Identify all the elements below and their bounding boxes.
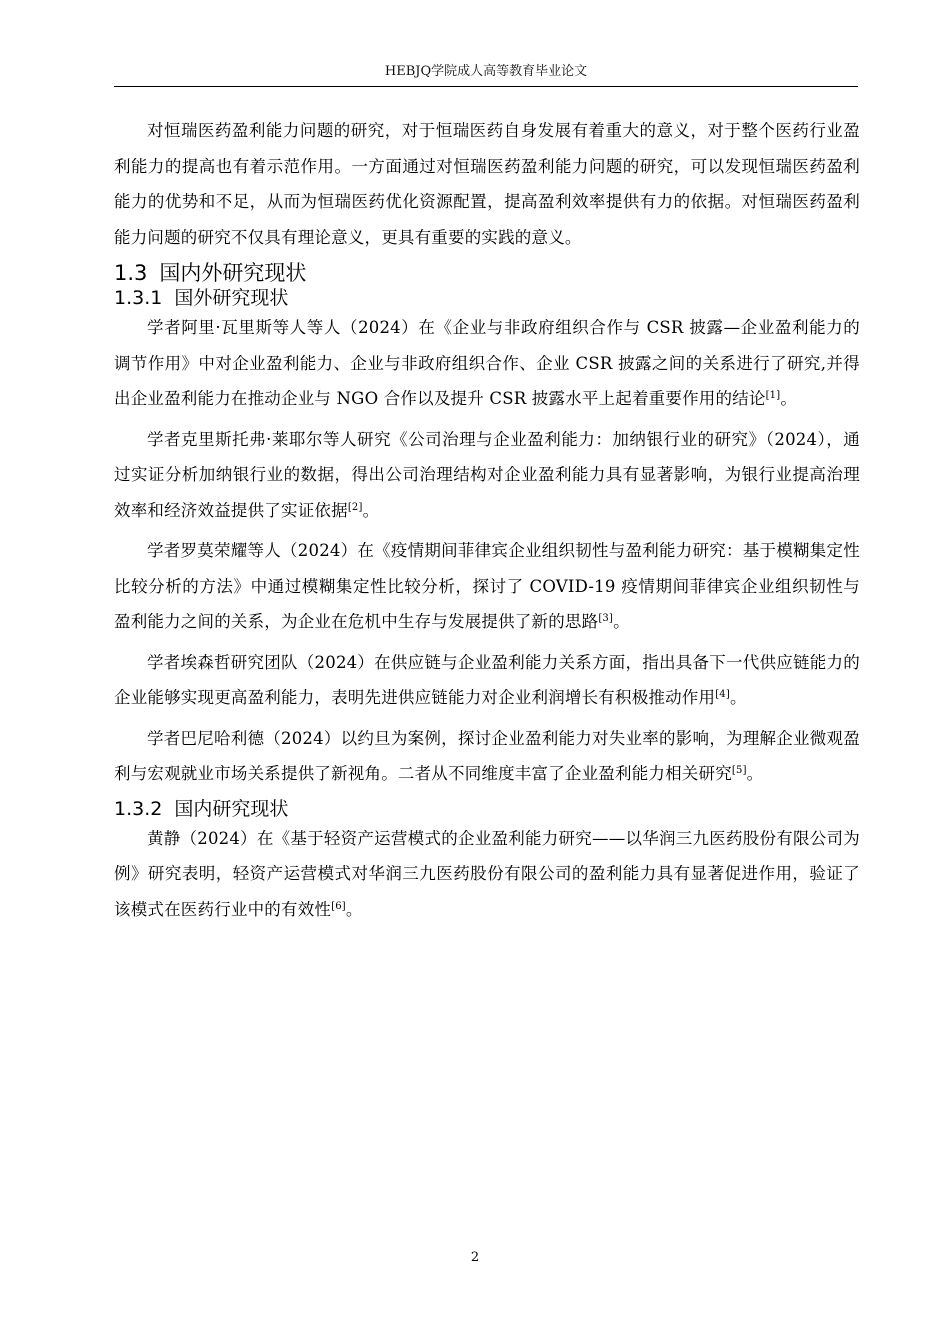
- citation-ref: [3]: [598, 613, 614, 624]
- paragraph-end: 。: [780, 389, 798, 408]
- citation-ref: [1]: [765, 390, 781, 401]
- paragraph-text: 学者罗莫荣耀等人（2024）在《疫情期间菲律宾企业组织韧性与盈利能力研究：基于模糊集定性比较分析的方法》中通过模糊集定性比较分析，探讨了 COVID-19 疫情期间菲律宾企业组织韧性与盈利能力之间的关系，为企业在危机中生存与发展提供了新的思路: [114, 541, 860, 631]
- paragraph-end: 。: [613, 612, 630, 631]
- paragraph-end: 。: [362, 500, 380, 520]
- section-number: 1.3: [114, 261, 148, 285]
- subsection-number: 1.3.1: [114, 287, 163, 309]
- subsection-title: 国外研究现状: [174, 287, 289, 309]
- subsection-heading-1-3-1: [114, 286, 860, 310]
- domestic-study-paragraph: [114, 821, 860, 928]
- subsection-number: 1.3.2: [114, 797, 163, 820]
- running-header: HEBJQ学院成人高等教育毕业论文: [384, 64, 588, 79]
- paragraph-end: 。: [746, 764, 764, 783]
- paragraph-text: 学者克里斯托弗·莱耶尔等人研究《公司治理与企业盈利能力：加纳银行业的研究》（2024），通过实证分析加纳银行业的数据，得出公司治理结构对企业盈利能力具有显著影响，为银行业提高治理效率和经济效益提供了实证依据: [114, 429, 860, 520]
- citation-ref: [4]: [715, 689, 730, 700]
- paragraph-text: 学者巴尼哈利德（2024）以约旦为案例，探讨企业盈利能力对失业率的影响，为理解企业微观盈利与宏观就业市场关系提供了新视角。二者从不同维度丰富了企业盈利能力相关研究: [114, 728, 860, 783]
- subsection-title: 国内研究现状: [174, 797, 289, 820]
- citation-ref: [2]: [347, 501, 363, 513]
- citation-ref: [5]: [731, 765, 747, 776]
- subsection-heading-1-3-2: [114, 797, 860, 821]
- page-number: 2: [470, 1250, 480, 1265]
- paragraph-text: 学者阿里·瓦里斯等人等人（2024）在《企业与非政府组织合作与 CSR 披露—企业盈利能力的调节作用》中对企业盈利能力、企业与非政府组织合作、企业 CSR 披露之间的关系进行了研究,并得出企业盈利能力在推动企业与 NGO 合作以及提升 CSR 披露水平上起着重要作用的结论: [114, 318, 860, 408]
- section-title: 国内外研究现状: [159, 261, 307, 285]
- foreign-study-paragraph: [114, 721, 860, 792]
- citation-ref: [6]: [331, 900, 346, 912]
- paragraph-text: 黄静（2024）在《基于轻资产运营模式的企业盈利能力研究——以华润三九医药股份有限公司为例》研究表明，轻资产运营模式对华润三九医药股份有限公司的盈利能力具有显著促进作用，验证了该模式在医药行业中的有效性: [114, 828, 860, 919]
- intro-paragraph: 对恒瑞医药盈利能力问题的研究，对于恒瑞医药自身发展有着重大的意义，对于整个医药行业盈利能力的提高也有着示范作用。一方面通过对恒瑞医药盈利能力问题的研究，可以发现恒瑞医药盈利能力的优势和不足，从而为恒瑞医药优化资源配置，提高盈利效率提供有力的依据。对恒瑞医药盈利能力问题的研究不仅具有理论意义，更具有重要的实践的意义。: [114, 121, 860, 247]
- foreign-study-paragraph: [114, 310, 860, 417]
- header-rule: [114, 86, 858, 87]
- foreign-study-paragraph: [114, 533, 860, 640]
- foreign-study-paragraph: [114, 422, 860, 529]
- body-text: [114, 113, 860, 932]
- paragraph-text: 学者埃森哲研究团队（2024）在供应链与企业盈利能力关系方面，指出具备下一代供应链能力的企业能够实现更高盈利能力，表明先进供应链能力对企业利润增长有积极推动作用: [114, 652, 860, 707]
- paragraph-end: 。: [729, 688, 747, 707]
- foreign-study-paragraph: [114, 645, 860, 716]
- section-heading-1-3: [114, 260, 860, 286]
- paragraph-end: 。: [345, 899, 363, 919]
